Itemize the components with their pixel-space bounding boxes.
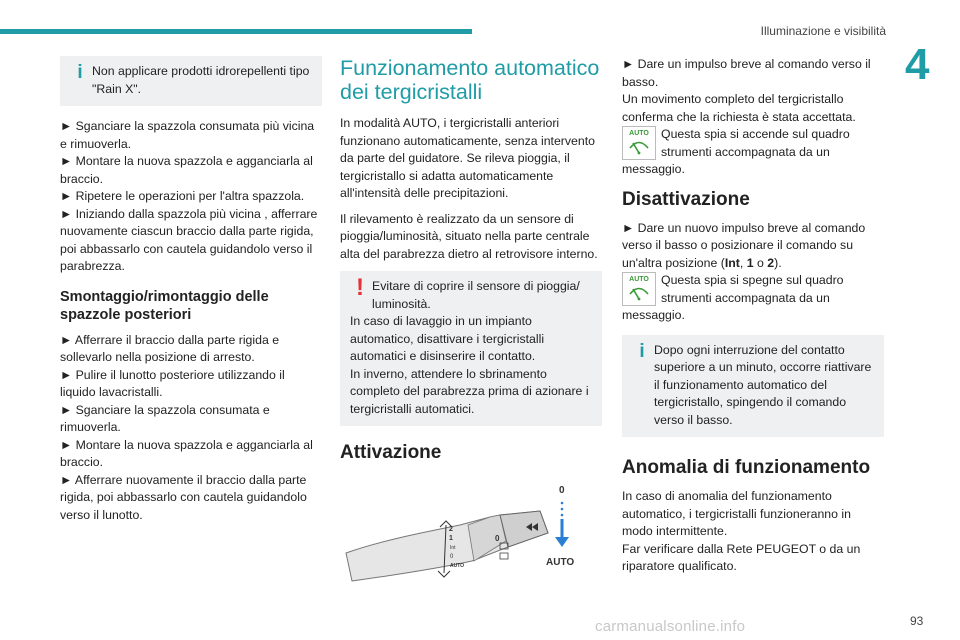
rear-washer-icon bbox=[500, 553, 508, 559]
lamp-off-row bbox=[622, 272, 884, 325]
stalk-pos-2: 2 bbox=[449, 526, 453, 533]
column-right bbox=[622, 56, 884, 576]
activation-step: ► Dare un impulso breve al comando verso il basso. bbox=[622, 57, 871, 89]
stalk-pos-1: 1 bbox=[449, 535, 453, 542]
pos-1: 1 bbox=[746, 255, 754, 270]
info-note-text: Non applicare prodotti idrorepellenti tipo "Rain X". bbox=[92, 64, 310, 96]
auto-wipers-title: Funzionamento automatico dei tergicristalli bbox=[340, 56, 600, 104]
info-icon: i bbox=[77, 62, 83, 83]
auto-wiper-lamp-icon bbox=[622, 272, 656, 306]
wiper-stalk-illustration bbox=[340, 481, 580, 591]
callout-zero: 0 bbox=[559, 485, 565, 496]
stalk-pos-int: Int bbox=[450, 545, 456, 551]
warning-line: In caso di lavaggio in un impianto automatico, disattivare i tergicristalli automatici e disinserire il contatto. bbox=[350, 314, 545, 363]
step: ► Afferrare nuovamente il braccio dalla parte rigida, poi abbassarlo con cautela guidandolo verso il lunotto. bbox=[60, 472, 307, 522]
rear-blade-steps bbox=[60, 332, 322, 525]
lamp-off-text: Questa spia si spegne sul quadro strumenti accompagnata da un messaggio. bbox=[622, 273, 844, 322]
ring-pos-0: 0 bbox=[495, 534, 500, 543]
lamp-on-text: Questa spia si accende sul quadro strumenti accompagnata da un messaggio. bbox=[622, 127, 850, 176]
pos-int: Int bbox=[724, 255, 740, 270]
info-note bbox=[60, 56, 322, 106]
activation-heading: Attivazione bbox=[340, 442, 442, 463]
step: ► Ripetere le operazioni per l'altra spazzola. bbox=[60, 189, 305, 203]
column-left bbox=[60, 56, 322, 524]
step: ► Sganciare la spazzola consumata e rimuoverla. bbox=[60, 402, 270, 434]
stalk-pos-auto: AUTO bbox=[450, 563, 465, 569]
sensor-description: Il rilevamento è realizzato da un sensore di pioggia/luminosità, situato nella parte centrale alta del parabrezza dietro al retrovisore interno. bbox=[340, 211, 598, 261]
lamp-label: AUTO bbox=[629, 276, 649, 283]
warning-note bbox=[340, 271, 602, 426]
warning-line: Evitare di coprire il sensore di pioggia/ luminosità. bbox=[372, 279, 580, 311]
deactivation-step: ► Dare un nuovo impulso breve al comando verso il basso o posizionare il comando su un'altra posizione (Int, 1 o 2). bbox=[622, 220, 866, 270]
warning-icon: ! bbox=[356, 274, 364, 301]
step: ► Afferrare il braccio dalla parte rigida e sollevarlo nella posizione di arresto. bbox=[60, 332, 280, 364]
chapter-number: 4 bbox=[905, 40, 930, 89]
front-blade-steps bbox=[60, 118, 322, 276]
pos-2: 2 bbox=[767, 255, 775, 270]
malfunction-text: In caso di anomalia del funzionamento automatico, i tergicristalli funzioneranno in modo intermittente. bbox=[622, 489, 851, 538]
step: ► Sganciare la spazzola consumata più vicina e rimuoverla. bbox=[60, 119, 315, 151]
auto-wiper-lamp-icon bbox=[622, 126, 656, 160]
malfunction-heading: Anomalia di funzionamento bbox=[622, 457, 871, 478]
lamp-on-row bbox=[622, 126, 884, 179]
step: ► Iniziando dalla spazzola più vicina , afferrare nuovamente ciascun braccio dalla parte rigida, poi abbassarlo con cautela guidandolo verso il parabrezza. bbox=[60, 206, 318, 273]
lamp-label: AUTO bbox=[629, 130, 649, 137]
step: ► Montare la nuova spazzola e agganciarla al braccio. bbox=[60, 154, 313, 186]
info-icon: i bbox=[639, 340, 645, 362]
deactivation-heading: Disattivazione bbox=[622, 188, 750, 210]
service-text: Far verificare dalla Rete PEUGEOT o da un riparatore qualificato. bbox=[622, 541, 861, 573]
info-note-text: Dopo ogni interruzione del contatto superiore a un minuto, occorre riattivare il funzionamento automatico del tergicristallo, spingendo il comando verso il basso. bbox=[654, 342, 872, 427]
info-note bbox=[622, 335, 884, 438]
callout-auto: AUTO bbox=[546, 557, 575, 568]
confirmation-text: Un movimento completo del tergicristallo conferma che la richiesta è stata accettata. bbox=[622, 92, 856, 124]
section-title: Illuminazione e visibilità bbox=[760, 24, 886, 38]
stalk-pos-0: 0 bbox=[450, 554, 454, 560]
header-accent-bar bbox=[0, 29, 472, 34]
auto-intro: In modalità AUTO, i tergicristalli anteriori funzionano automaticamente, senza intervento da parte del guidatore. Se rileva pioggia, il tergicristallo si adatta automaticamente all'intensità delle precipitazioni. bbox=[340, 116, 595, 200]
page-number: 93 bbox=[910, 614, 924, 628]
warning-line: In inverno, attendere lo sbrinamento completo del parabrezza prima di azionare i tergicristalli automatici. bbox=[350, 366, 589, 416]
push-down-arrow-icon bbox=[555, 537, 569, 547]
step: ► Montare la nuova spazzola e agganciarla al braccio. bbox=[60, 437, 313, 469]
watermark: carmanualsonline.info bbox=[595, 618, 746, 635]
column-middle bbox=[340, 56, 602, 597]
step: ► Pulire il lunotto posteriore utilizzando il liquido lavacristalli. bbox=[60, 367, 285, 399]
rear-blades-heading: Smontaggio/rimontaggio delle spazzole posteriori bbox=[60, 288, 269, 323]
